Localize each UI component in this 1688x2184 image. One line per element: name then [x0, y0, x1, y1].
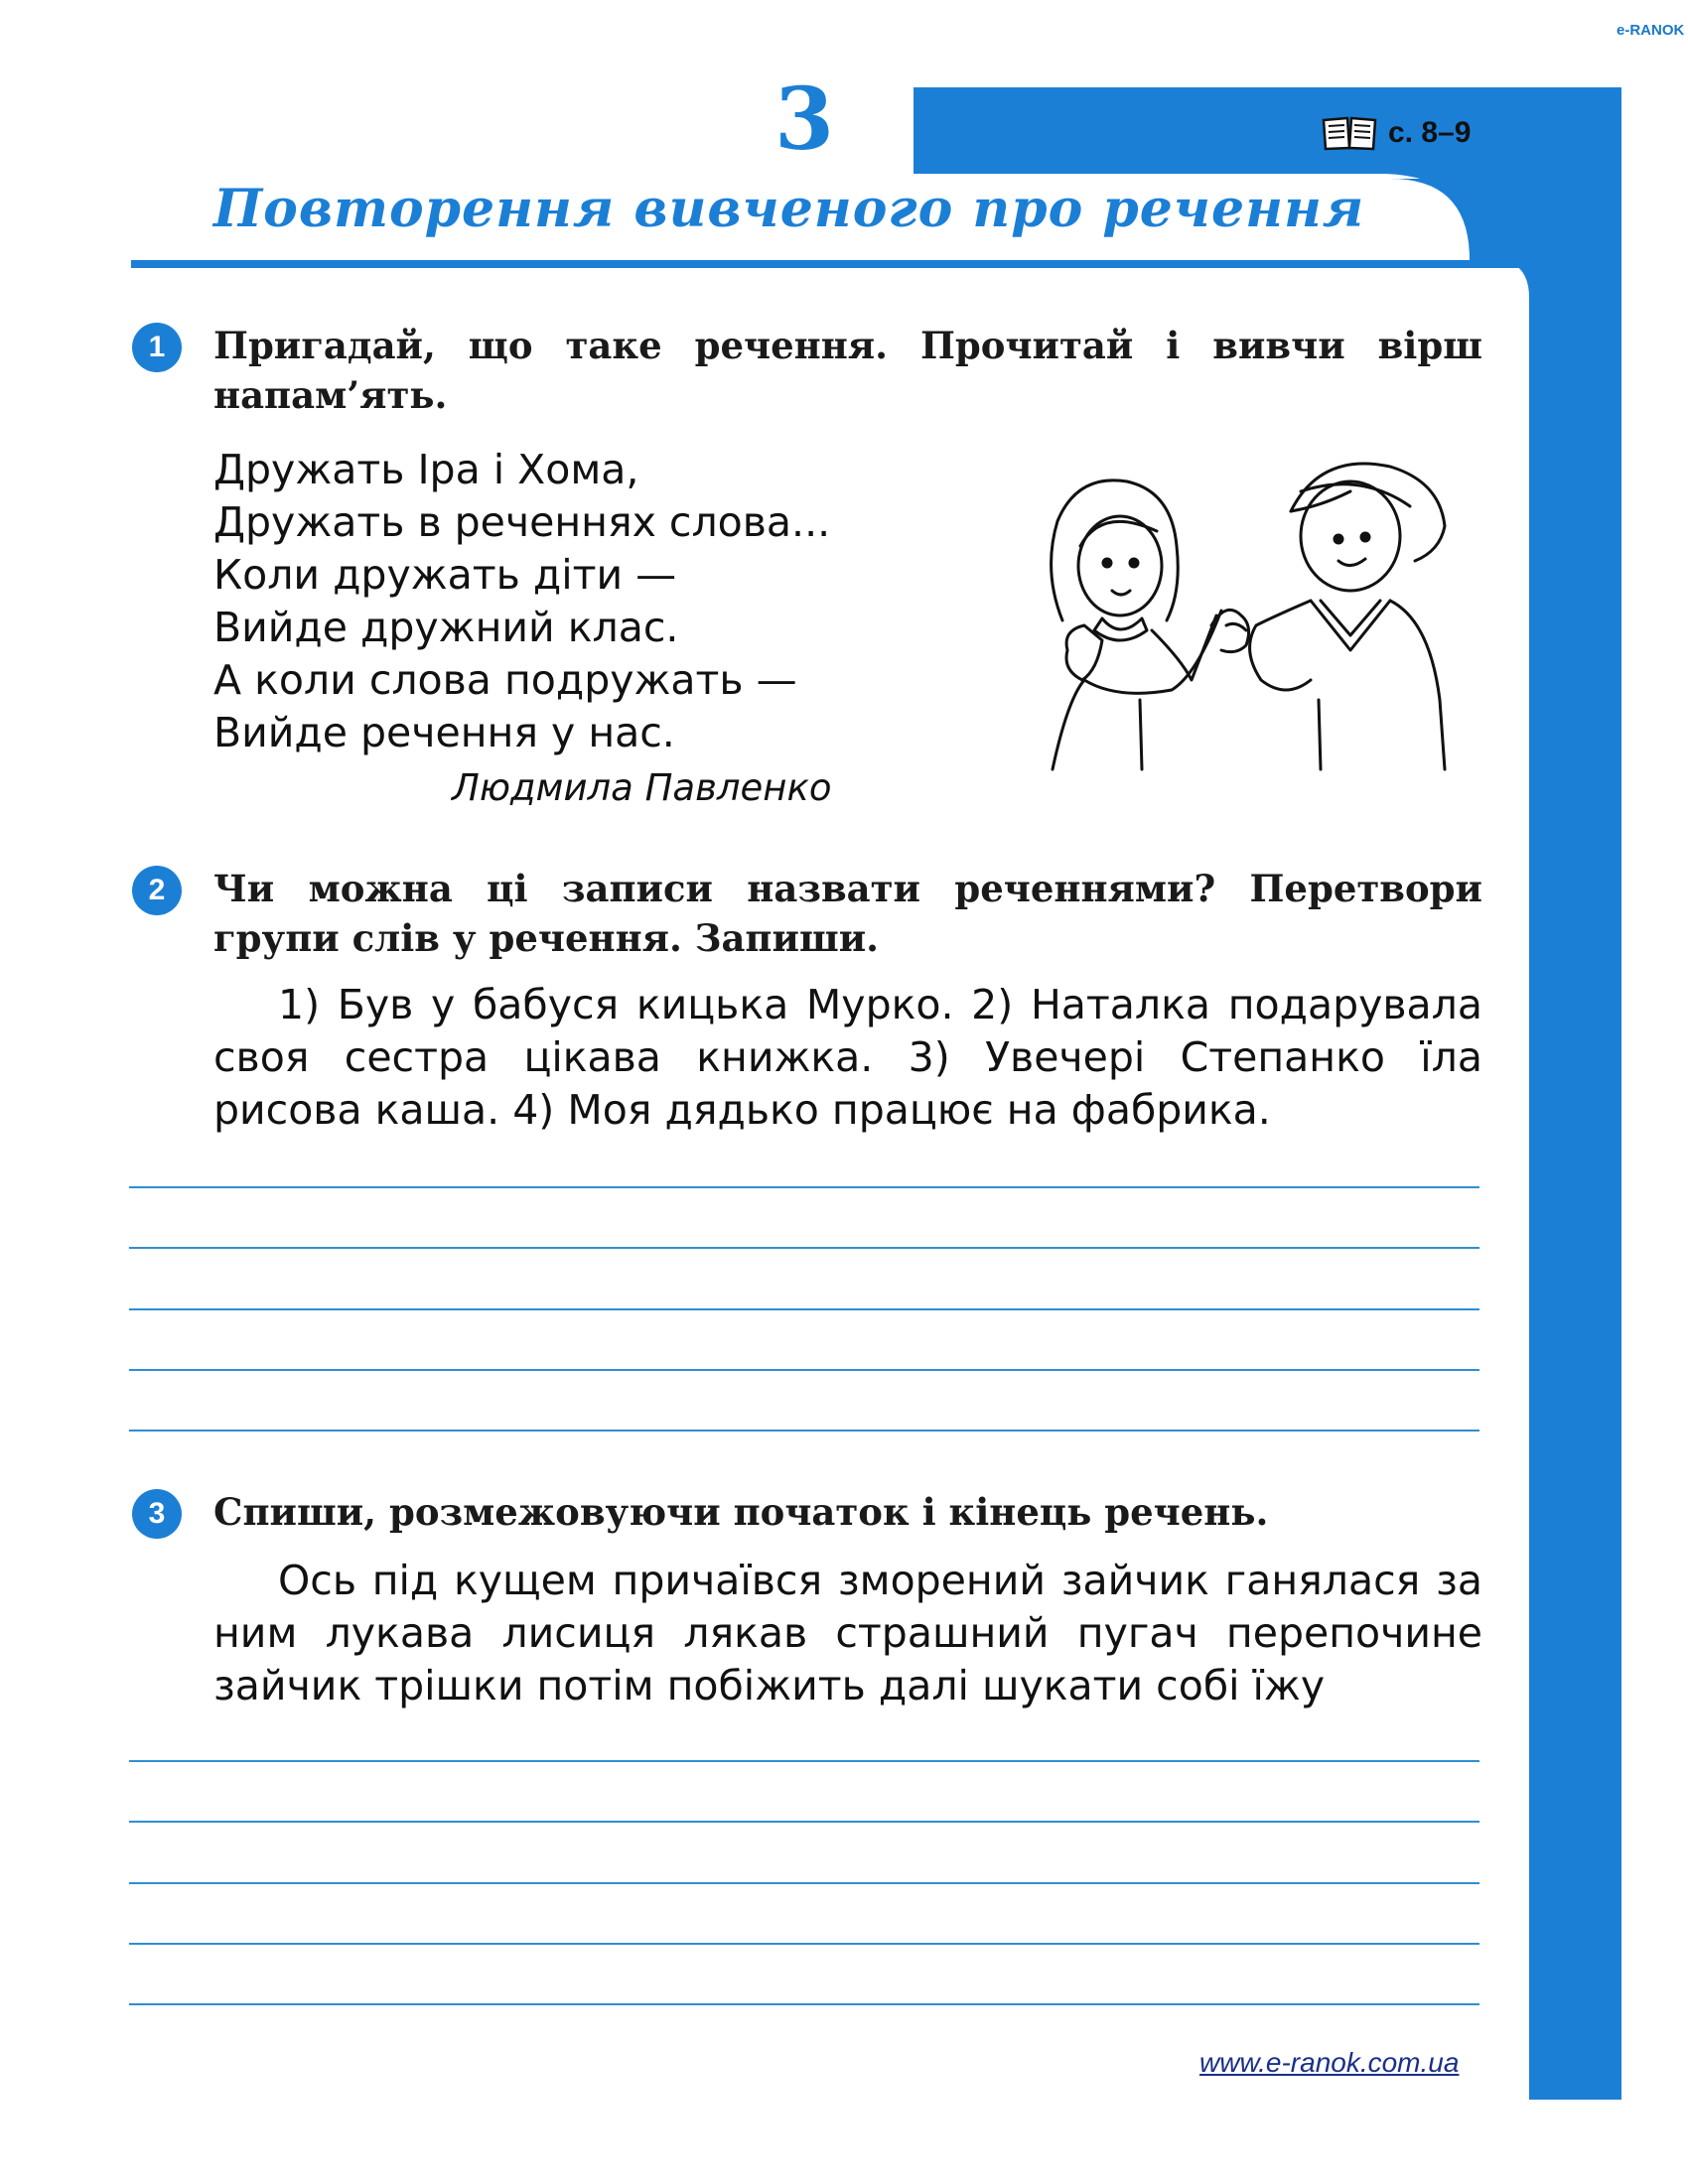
writing-line[interactable] — [129, 1760, 1479, 1762]
exercise-3-instruction: Спиши, розмежовуючи початок і кінець речень. — [213, 1490, 1269, 1534]
poem-author: Людмила Павленко — [452, 766, 832, 809]
writing-line[interactable] — [129, 1186, 1479, 1188]
publisher-logo: e-RANOK — [1617, 22, 1685, 39]
title-underline — [131, 260, 1531, 268]
exercise-2-badge: 2 — [132, 866, 182, 915]
poem-line: Вийде дружний клас. — [213, 604, 679, 651]
exercise-1-badge: 1 — [132, 323, 182, 372]
exercise-2-text: 1) Був у бабуся кицька Мурко. 2) Наталка подарувала своя сестра цікава книжка. 3) Увечері Степанко їла рисова каша. 4) Моя дядько працює на фабрика. — [213, 981, 1482, 1134]
writing-line[interactable] — [129, 1369, 1479, 1371]
exercise-3-text: Ось під кущем причаївся зморений зайчик ганялася за ним лукава лисиця лякав страшний пугач перепочине зайчик трішки потім побіжить далі шукати собі їжу — [213, 1557, 1482, 1709]
publisher-website-link[interactable]: www.e-ranok.com.ua — [1199, 2047, 1460, 2078]
writing-line[interactable] — [129, 1943, 1479, 1945]
writing-line[interactable] — [129, 1882, 1479, 1884]
children-illustration — [1023, 452, 1489, 779]
writing-line[interactable] — [129, 1247, 1479, 1249]
poem-line: Вийде речення у нас. — [213, 709, 675, 756]
poem-line: Дружать в реченнях слова... — [213, 498, 831, 546]
poem-line: Дружать Іра і Хома, — [213, 446, 639, 493]
exercise-3-badge: 3 — [132, 1489, 182, 1539]
poem-line: А коли слова подружать — — [213, 656, 797, 704]
book-icon — [1321, 114, 1378, 152]
writing-line[interactable] — [129, 1430, 1479, 1432]
writing-line[interactable] — [129, 1308, 1479, 1310]
writing-line[interactable] — [129, 2003, 1479, 2005]
lesson-title: Повторення вивченого про речення — [213, 179, 1365, 239]
writing-line[interactable] — [129, 1821, 1479, 1823]
page-reference — [1321, 114, 1471, 152]
page-reference-text: с. 8–9 — [1388, 116, 1472, 149]
exercise-2-instruction: Чи можна ці записи назвати реченнями? Перетвори групи слів у речення. Запиши. — [213, 867, 1482, 960]
poem — [213, 444, 830, 759]
lesson-number: 3 — [774, 69, 834, 170]
poem-line: Коли дружать діти — — [213, 551, 677, 599]
exercise-1-instruction: Пригадай, що таке речення. Прочитай і вивчи вірш напам’ять. — [213, 324, 1482, 417]
